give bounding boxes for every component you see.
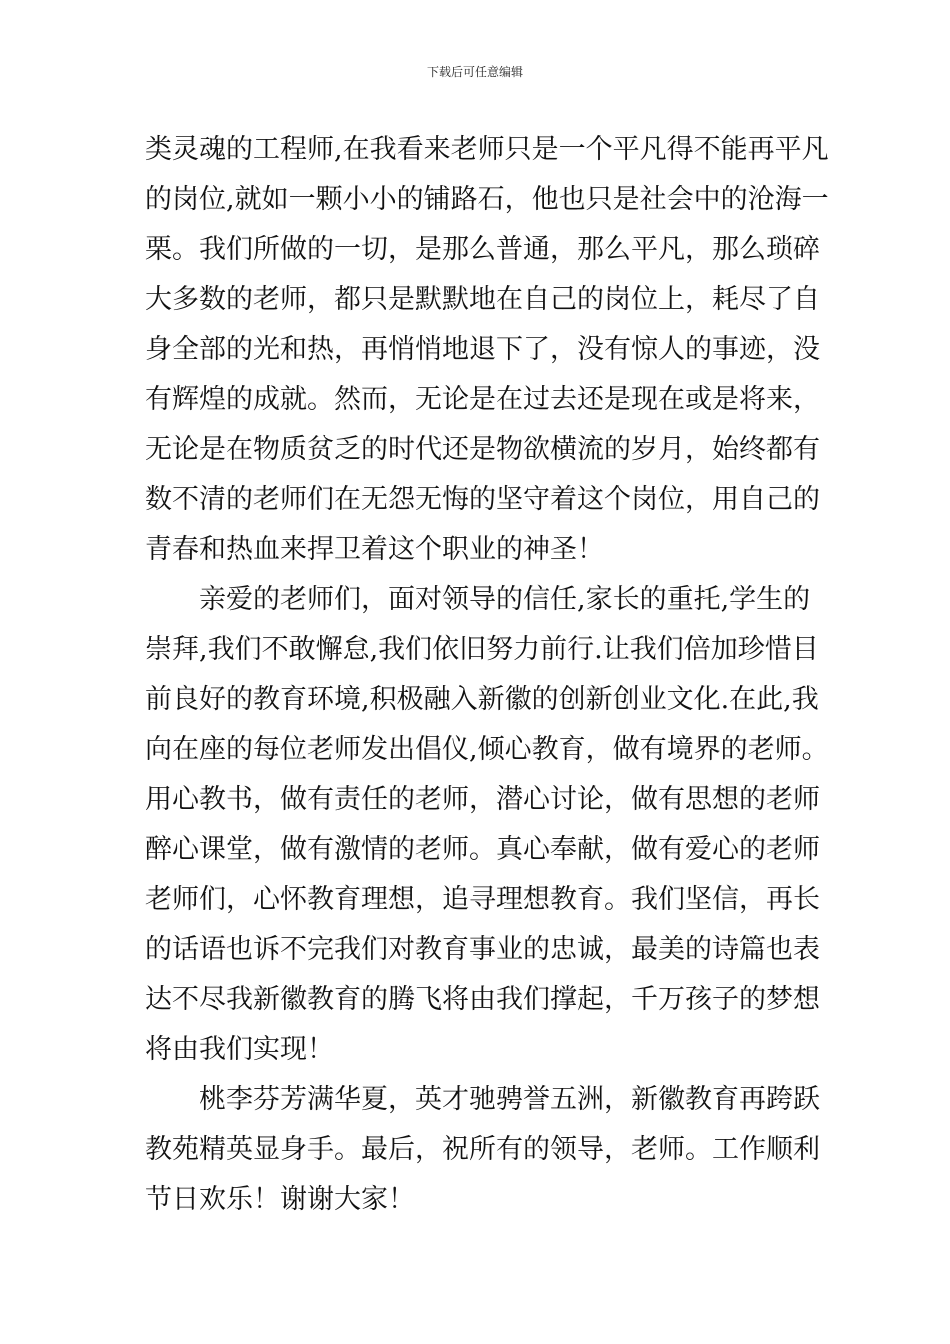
text-line: 前良好的教育环境,积极融入新徽的创新创业文化.在此,我 xyxy=(145,684,819,715)
text-line: 身全部的光和热，再悄悄地退下了，没有惊人的事迹，没 xyxy=(145,334,820,365)
document-body xyxy=(145,125,829,1225)
text-line: 将由我们实现！ xyxy=(145,1034,334,1065)
text-line: 亲爱的老师们，面对领导的信任,家长的重托,学生的 xyxy=(145,584,811,615)
text-line: 老师们，心怀教育理想，追寻理想教育。我们坚信，再长 xyxy=(145,884,820,915)
text-line: 醉心课堂，做有激情的老师。真心奉献，做有爱心的老师 xyxy=(145,834,820,865)
text-line: 达不尽我新徽教育的腾飞将由我们撑起，千万孩子的梦想 xyxy=(145,984,820,1015)
text-line: 数不清的老师们在无怨无悔的坚守着这个岗位，用自己的 xyxy=(145,484,820,515)
text-line: 节日欢乐！谢谢大家！ xyxy=(145,1184,415,1215)
text-line: 崇拜,我们不敢懈怠,我们依旧努力前行.让我们倍加珍惜目 xyxy=(145,634,819,665)
text-line: 青春和热血来捍卫着这个职业的神圣！ xyxy=(145,534,604,565)
text-line: 类灵魂的工程师,在我看来老师只是一个平凡得不能再平凡 xyxy=(145,134,829,165)
text-line: 教苑精英显身手。最后，祝所有的领导，老师。工作顺利 xyxy=(145,1134,820,1165)
text-line: 有辉煌的成就。然而，无论是在过去还是现在或是将来， xyxy=(145,384,820,415)
text-line: 向在座的每位老师发出倡仪,倾心教育，做有境界的老师。 xyxy=(145,734,829,765)
page-header: 下载后可任意编辑 xyxy=(426,65,523,79)
text-line: 用心教书，做有责任的老师，潜心讨论，做有思想的老师 xyxy=(145,784,820,815)
text-line: 桃李芬芳满华夏，英才驰骋誉五洲，新徽教育再跨跃 xyxy=(145,1084,820,1115)
text-line: 大多数的老师，都只是默默地在自己的岗位上，耗尽了自 xyxy=(145,284,820,315)
text-line: 的话语也诉不完我们对教育事业的忠诚，最美的诗篇也表 xyxy=(145,934,820,965)
text-line: 的岗位,就如一颗小小的铺路石，他也只是社会中的沧海一 xyxy=(145,184,829,215)
text-line: 栗。我们所做的一切，是那么普通，那么平凡，那么琐碎 xyxy=(145,234,820,265)
text-line: 无论是在物质贫乏的时代还是物欲横流的岁月，始终都有 xyxy=(145,434,820,465)
